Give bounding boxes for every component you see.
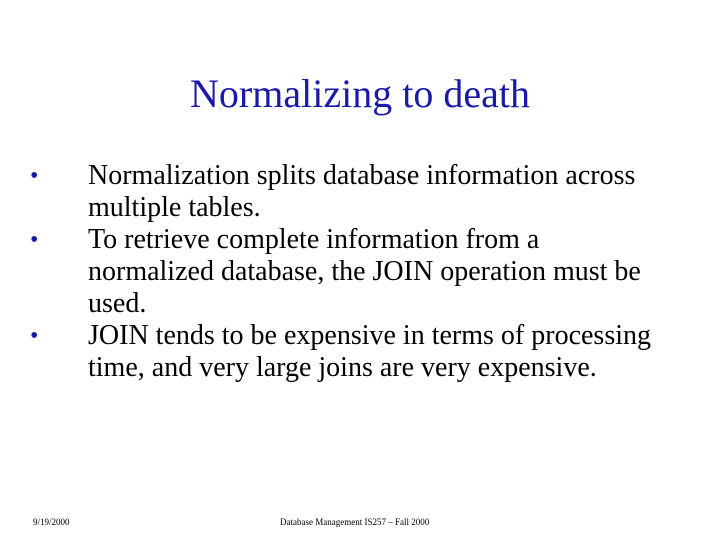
bullet-item <box>30 224 670 320</box>
bullet-marker: • <box>30 227 39 253</box>
bullet-marker: • <box>30 323 39 349</box>
slide-title: Normalizing to death <box>190 71 530 116</box>
bullet-text: Normalization splits database information across multiple tables. <box>88 160 636 223</box>
bullet-list <box>30 160 670 384</box>
bullet-text: JOIN tends to be expensive in terms of processing time, and very large joins are very expensive. <box>88 320 651 383</box>
footer-date: 9/19/2000 <box>33 517 70 527</box>
bullet-item <box>30 160 670 224</box>
bullet-text: To retrieve complete information from a normalized database, the JOIN operation must be used. <box>88 224 641 319</box>
bullet-marker: • <box>30 163 39 189</box>
bullet-item <box>30 320 670 384</box>
footer-course-title: Database Management IS257 – Fall 2000 <box>280 517 430 527</box>
